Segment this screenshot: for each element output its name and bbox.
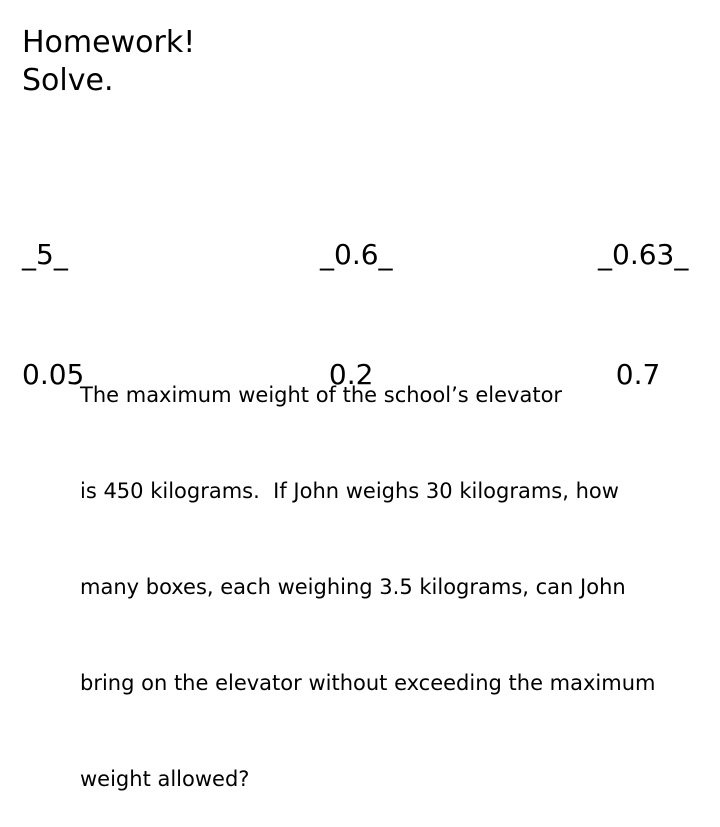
word-problem-line: The maximum weight of the school’s elevator [80, 383, 563, 407]
problem-1-denominator: 0.05 [22, 358, 85, 391]
problem-2-denominator: 0.2 [320, 358, 374, 391]
problem-3-numerator: _0.63_ [598, 238, 689, 271]
problem-2-numerator: _0.6_ [320, 238, 393, 271]
word-problem [80, 315, 710, 827]
division-problem-1 [22, 155, 84, 435]
word-problem-line: many boxes, each weighing 3.5 kilograms, can John [80, 575, 626, 599]
word-problem-line: is 450 kilograms. If John weighs 30 kilograms, how [80, 479, 619, 503]
problem-3-denominator: 0.7 [598, 358, 661, 391]
word-problem-line: weight allowed? [80, 767, 250, 791]
homework-heading [22, 24, 195, 100]
problem-1-numerator: _5_ [22, 238, 68, 271]
word-problem-line: bring on the elevator without exceeding the maximum [80, 671, 656, 695]
page-title: Homework! [22, 25, 196, 60]
instruction-text: Solve. [22, 63, 114, 98]
